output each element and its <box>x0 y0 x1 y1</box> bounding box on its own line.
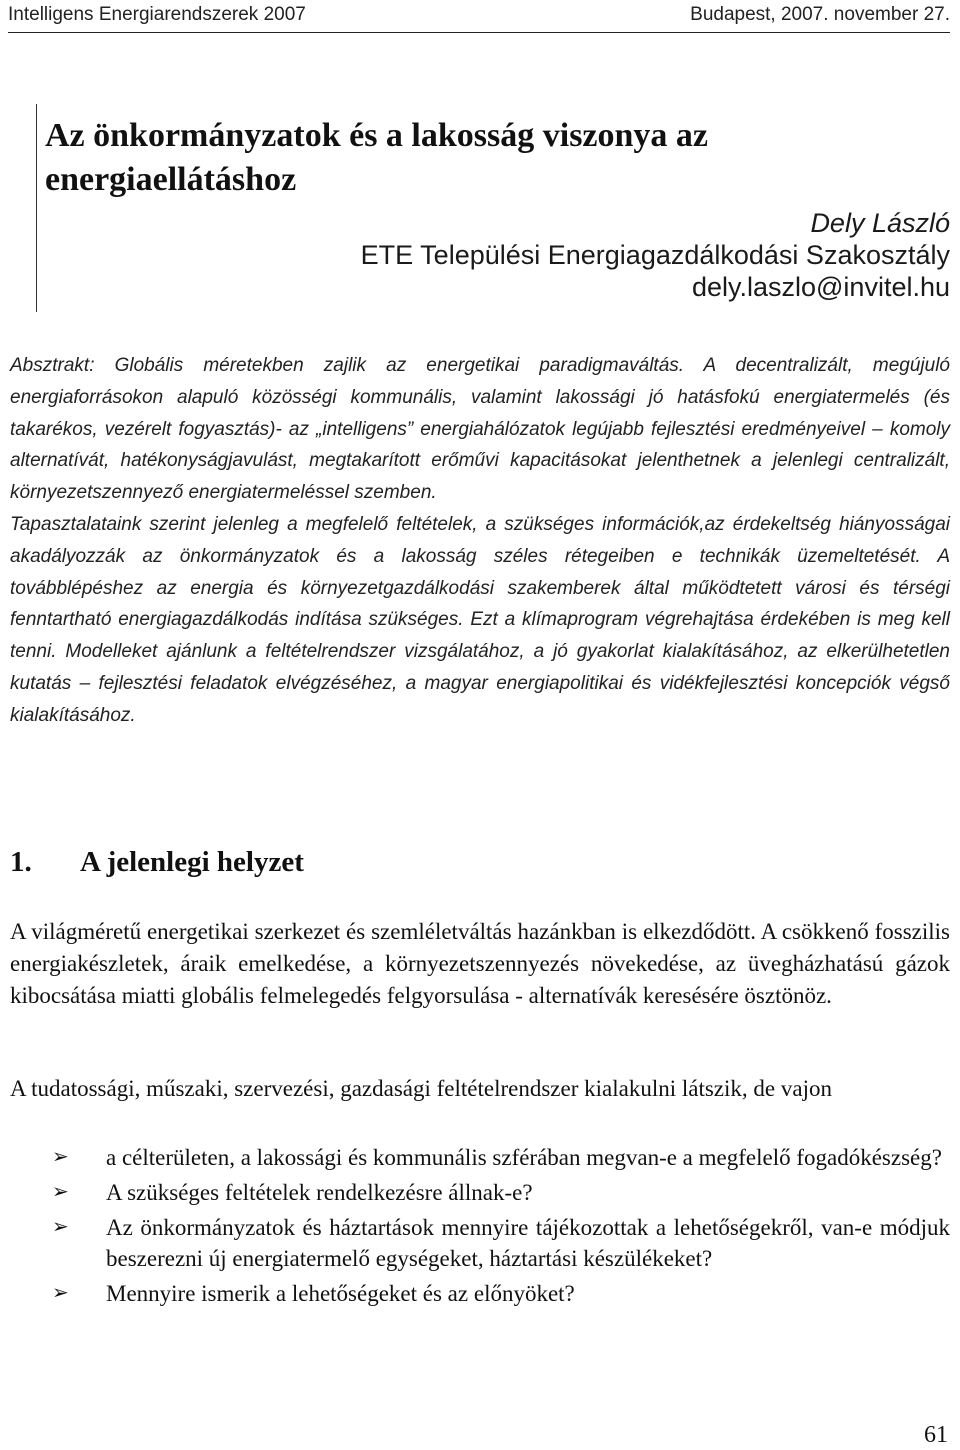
list-item <box>10 1177 950 1209</box>
arrow-bullet-icon: ➢ <box>52 1215 69 1238</box>
running-header <box>8 2 950 33</box>
list-item <box>10 1212 950 1276</box>
list-item <box>10 1278 950 1310</box>
author-email: dely.laszlo@invitel.hu <box>691 272 950 302</box>
paragraph-text: A világméretű energetikai szerkezet és szemléletváltás hazánkban is elkezdődött. A csökkenő fosszilis energiakészletek, áraik emelkedése, a környezetszennyezés növekedése, az üvegházhatású gázok kibocsátása miatti globális felmelegedés felgyorsulása - alternatívák keresésére ösztönöz. <box>10 919 950 1008</box>
page-number: 61 <box>924 1422 948 1448</box>
arrow-bullet-icon: ➢ <box>52 1180 69 1203</box>
author-affiliation: ETE Települési Energiagazdálkodási Szakosztály <box>360 240 950 270</box>
page-title <box>45 114 708 202</box>
bullet-list <box>10 1142 950 1313</box>
abstract-paragraph-1: Absztrakt: Globális méretekben zajlik az energetikai paradigmaváltás. A decentralizált, megújuló energiaforrásokon alapuló közösségi kommunális, valamint lakossági jó hatásfokú energiatermelés (és takarékos, vezérelt fogyasztás)- az „intelligens” energiahálózatok legújabb fejlesztési eredményeivel – komoly alternatívát, hatékonyságjavulást, megtakarított erőművi kapacitásokat jelenthetnek a jelenlegi centralizált, környezetszennyező energiatermeléssel szemben. <box>10 355 950 504</box>
title-line-1: Az önkormányzatok és a lakosság viszonya az <box>45 117 709 154</box>
list-item-text: A szükséges feltételek rendelkezésre állnak-e? <box>106 1179 533 1205</box>
body-paragraph-1 <box>10 916 950 1011</box>
abstract <box>10 350 950 732</box>
section-title: A jelenlegi helyzet <box>80 846 304 878</box>
header-date: Budapest, 2007. november 27. <box>690 4 950 25</box>
title-block <box>36 104 950 312</box>
title-line-2: energiaellátáshoz <box>45 161 297 198</box>
list-item <box>10 1142 950 1174</box>
list-item-text: Az önkormányzatok és háztartások mennyire tájékozottak a lehetőségekről, van-e módjuk beszerezni új energiatermelő egységeket, háztartási készülékeket? <box>106 1214 950 1272</box>
section-heading <box>10 846 304 879</box>
author-block <box>361 207 950 303</box>
arrow-bullet-icon: ➢ <box>52 1146 69 1168</box>
section-number: 1. <box>10 846 32 878</box>
paragraph-text: A tudatossági, műszaki, szervezési, gazdasági feltételrendszer kialakulni látszik, de vajon <box>10 1076 832 1101</box>
list-item-text: a célterületen, a lakossági és kommunális szférában megvan-e a megfelelő fogadókészség? <box>106 1145 942 1170</box>
abstract-paragraph-2: Tapasztalataink szerint jelenleg a megfelelő feltételek, a szükséges információk,az érdekeltség hiányosságai akadályozzák az önkormányzatok és a lakosság széles rétegeiben e technikák üzemeltetését. A továbblépéshez az energia és környezetgazdálkodási szakemberek által működtetett városi és térségi fenntartható energiagazdálkodás indítása szükséges. Ezt a klímaprogram végrehajtása érdekében is meg kell tenni. Modelleket ajánlunk a feltételrendszer vizsgálatához, a jó gyakorlat kialakításához, az elkerülhetetlen kutatás – fejlesztési feladatok elvégzéséhez, a magyar energiapolitikai és vidékfejlesztési koncepciók végső kialakításához. <box>10 513 950 726</box>
body-paragraph-2 <box>10 1073 950 1105</box>
header-conference: Intelligens Energiarendszerek 2007 <box>8 4 306 25</box>
author-name: Dely László <box>810 208 950 238</box>
arrow-bullet-icon: ➢ <box>52 1282 69 1305</box>
list-item-text: Mennyire ismerik a lehetőségeket és az előnyöket? <box>106 1281 575 1307</box>
